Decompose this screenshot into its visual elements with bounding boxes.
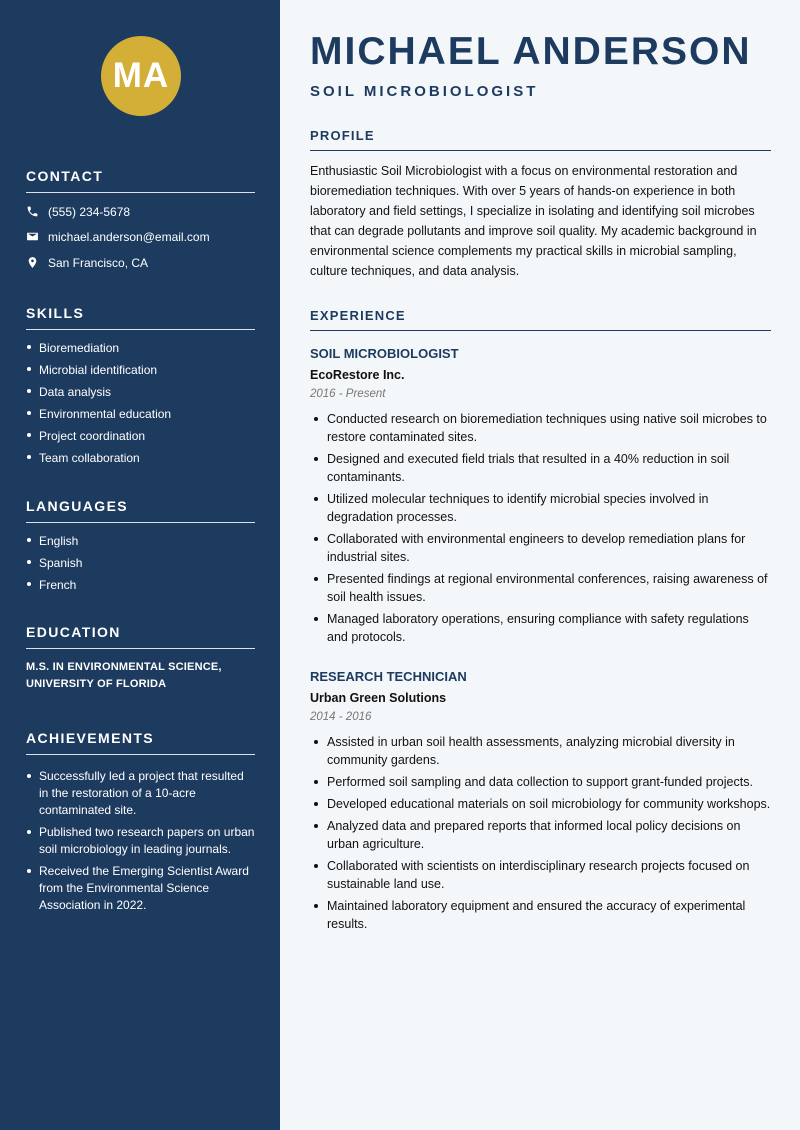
skills-list xyxy=(26,339,255,471)
job-title: RESEARCH TECHNICIAN xyxy=(310,669,467,684)
email-text[interactable]: michael.anderson@email.com xyxy=(48,230,210,245)
languages-list xyxy=(26,532,255,598)
education-section xyxy=(26,624,255,693)
list-item: Maintained laboratory equipment and ensured the accuracy of experimental results. xyxy=(310,897,771,933)
list-item: Environmental education xyxy=(26,405,255,427)
contact-heading: CONTACT xyxy=(26,168,255,193)
list-item: Published two research papers on urban soil microbiology in leading journals. xyxy=(26,824,255,858)
list-item: Collaborated with scientists on interdisciplinary research projects focused on sustainable land use. xyxy=(310,857,771,893)
list-item: Designed and executed field trials that resulted in a 40% reduction in soil contaminants. xyxy=(310,450,771,486)
list-item: Data analysis xyxy=(26,383,255,405)
job-entry xyxy=(310,346,771,650)
list-item: Conducted research on bioremediation techniques using native soil microbes to restore contaminated sites. xyxy=(310,410,771,446)
list-item: Developed educational materials on soil microbiology for community workshops. xyxy=(310,795,771,813)
list-item: Spanish xyxy=(26,554,255,576)
job-duties xyxy=(310,410,771,646)
person-name: MICHAEL ANDERSON xyxy=(310,30,752,73)
profile-text: Enthusiastic Soil Microbiologist with a focus on environmental restoration and bioremediation techniques. With over 5 years of hands-on experience in both laboratory and field settings, I specialize in isolating and identifying soil microbes that can degrade pollutants and improve soil quality. My academic background in environmental science complements my practical skills in microbial sampling, culture techniques, and data analysis. xyxy=(310,164,757,278)
company-name: Urban Green Solutions xyxy=(310,691,447,705)
job-title-header: SOIL MICROBIOLOGIST xyxy=(310,83,539,100)
list-item: Assisted in urban soil health assessments, analyzing microbial diversity in community gardens. xyxy=(310,733,771,769)
list-item: Received the Emerging Scientist Award from the Environmental Science Association in 2022. xyxy=(26,863,255,914)
contact-list xyxy=(26,199,255,276)
list-item: Collaborated with environmental engineers to develop remediation plans for industrial sites. xyxy=(310,530,771,566)
contact-phone xyxy=(26,199,255,225)
job-title: SOIL MICROBIOLOGIST xyxy=(310,346,459,361)
education-degree xyxy=(26,659,255,693)
list-item: Managed laboratory operations, ensuring compliance with safety regulations and protocols. xyxy=(310,610,771,646)
list-item: Presented findings at regional environmental conferences, raising awareness of soil health issues. xyxy=(310,570,771,606)
languages-section xyxy=(26,498,255,598)
profile-section xyxy=(310,128,771,281)
list-item: Performed soil sampling and data collection to support grant-funded projects. xyxy=(310,773,771,791)
achievements-heading: ACHIEVEMENTS xyxy=(26,730,255,755)
achievements-list xyxy=(26,768,255,914)
achievements-section xyxy=(26,730,255,919)
phone-text[interactable]: (555) 234-5678 xyxy=(48,204,131,219)
email-icon xyxy=(26,230,40,244)
sidebar xyxy=(0,0,280,1130)
job-dates: 2014 - 2016 xyxy=(310,711,372,723)
skills-heading: SKILLS xyxy=(26,305,255,330)
skills-section xyxy=(26,305,255,471)
phone-icon xyxy=(26,205,40,219)
experience-heading: EXPERIENCE xyxy=(310,308,771,331)
list-item: Analyzed data and prepared reports that informed local policy decisions on urban agriculture. xyxy=(310,817,771,853)
company-name: EcoRestore Inc. xyxy=(310,368,405,382)
contact-section xyxy=(26,168,255,276)
job-dates: 2016 - Present xyxy=(310,388,386,400)
list-item: Bioremediation xyxy=(26,339,255,361)
degree-line-2: UNIVERSITY OF FLORIDA xyxy=(26,678,167,690)
list-item: Team collaboration xyxy=(26,449,255,471)
list-item: French xyxy=(26,576,255,598)
list-item: Microbial identification xyxy=(26,361,255,383)
languages-heading: LANGUAGES xyxy=(26,498,255,523)
location-text: San Francisco, CA xyxy=(48,255,149,270)
education-heading: EDUCATION xyxy=(26,624,255,649)
avatar-initials: MA xyxy=(101,36,181,116)
list-item: Successfully led a project that resulted in the restoration of a 10-acre contaminated site. xyxy=(26,768,255,819)
contact-email xyxy=(26,225,255,251)
contact-location xyxy=(26,250,255,276)
list-item: Utilized molecular techniques to identify microbial species involved in degradation processes. xyxy=(310,490,771,526)
experience-section xyxy=(310,308,771,331)
list-item: Project coordination xyxy=(26,427,255,449)
degree-line-1: M.S. IN ENVIRONMENTAL SCIENCE, xyxy=(26,661,222,673)
job-duties xyxy=(310,733,771,933)
job-entry xyxy=(310,669,771,937)
profile-heading: PROFILE xyxy=(310,128,771,151)
location-pin-icon xyxy=(26,256,40,270)
list-item: English xyxy=(26,532,255,554)
